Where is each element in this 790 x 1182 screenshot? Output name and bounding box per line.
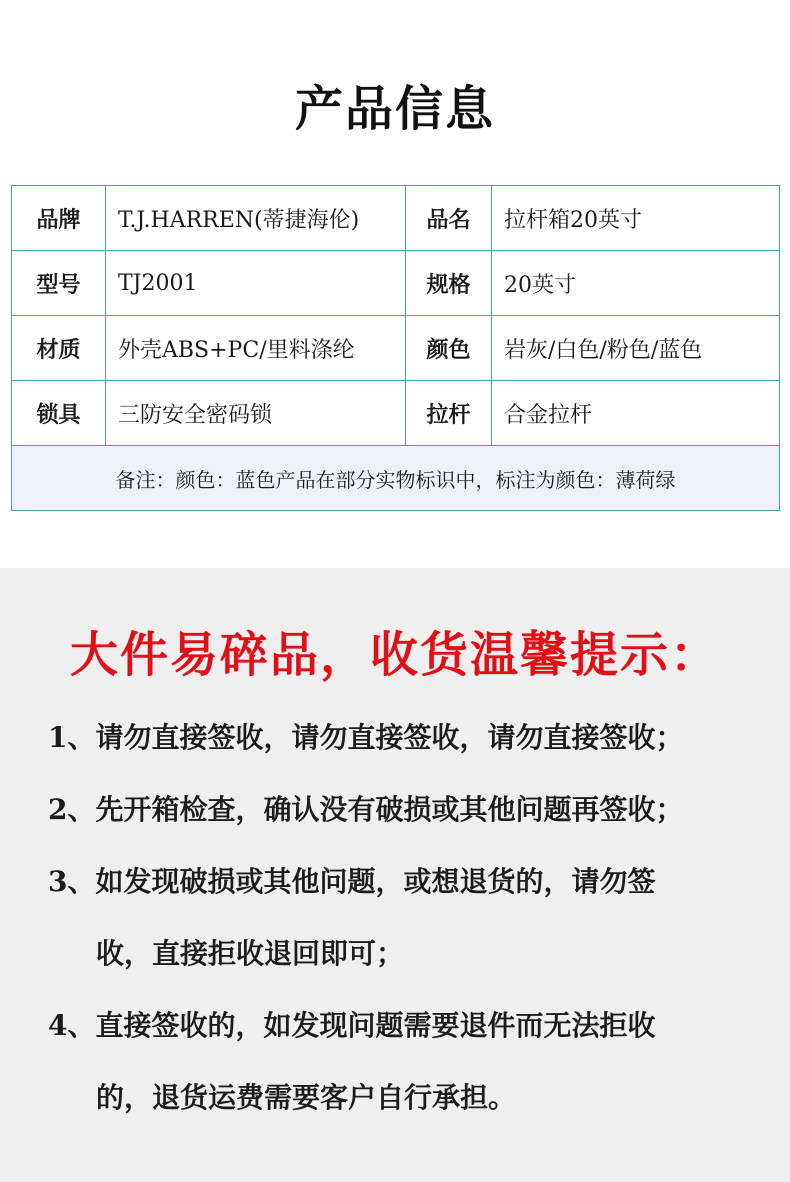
product-name-value: 拉杆箱20英寸 xyxy=(492,186,780,251)
notice-item-4: 4、直接签收的，如发现问题需要退件而无法拒收 xyxy=(48,1009,656,1042)
notice-item-4-line-2: 的，退货运费需要客户自行承担。 xyxy=(96,1081,517,1114)
page-title: 产品信息 xyxy=(294,81,495,137)
handle-value: 合金拉杆 xyxy=(492,381,780,446)
product-name-label: 品名 xyxy=(406,186,492,251)
color-label: 颜色 xyxy=(406,316,492,381)
size-value: 20英寸 xyxy=(492,251,780,316)
notice-item-3: 3、如发现破损或其他问题，或想退货的，请勿签 xyxy=(48,865,656,898)
material-label: 材质 xyxy=(12,316,106,381)
table-row xyxy=(12,316,780,381)
notice-item-2: 2、先开箱检查，确认没有破损或其他问题再签收； xyxy=(48,793,684,826)
model-label: 型号 xyxy=(12,251,106,316)
color-value: 岩灰/白色/粉色/蓝色 xyxy=(492,316,780,381)
notice-item-1: 1、请勿直接签收，请勿直接签收，请勿直接签收； xyxy=(48,721,684,754)
delivery-notice-section xyxy=(0,568,790,1182)
notice-title: 大件易碎品，收货温馨提示： xyxy=(69,627,720,683)
table-row xyxy=(12,251,780,316)
lock-label: 锁具 xyxy=(12,381,106,446)
size-label: 规格 xyxy=(406,251,492,316)
table-row xyxy=(12,381,780,446)
table-note-row xyxy=(12,446,780,511)
table-note: 备注：颜色：蓝色产品在部分实物标识中，标注为颜色：薄荷绿 xyxy=(12,446,780,511)
lock-value: 三防安全密码锁 xyxy=(106,381,406,446)
model-value: TJ2001 xyxy=(106,251,406,316)
product-info-section xyxy=(0,0,790,568)
handle-label: 拉杆 xyxy=(406,381,492,446)
material-value: 外壳ABS+PC/里料涤纶 xyxy=(106,316,406,381)
table-row xyxy=(12,186,780,251)
brand-value: T.J.HARREN(蒂捷海伦) xyxy=(106,186,406,251)
product-info-table xyxy=(11,185,780,511)
brand-label: 品牌 xyxy=(12,186,106,251)
notice-item-3-line-2: 收，直接拒收退回即可； xyxy=(96,937,405,970)
